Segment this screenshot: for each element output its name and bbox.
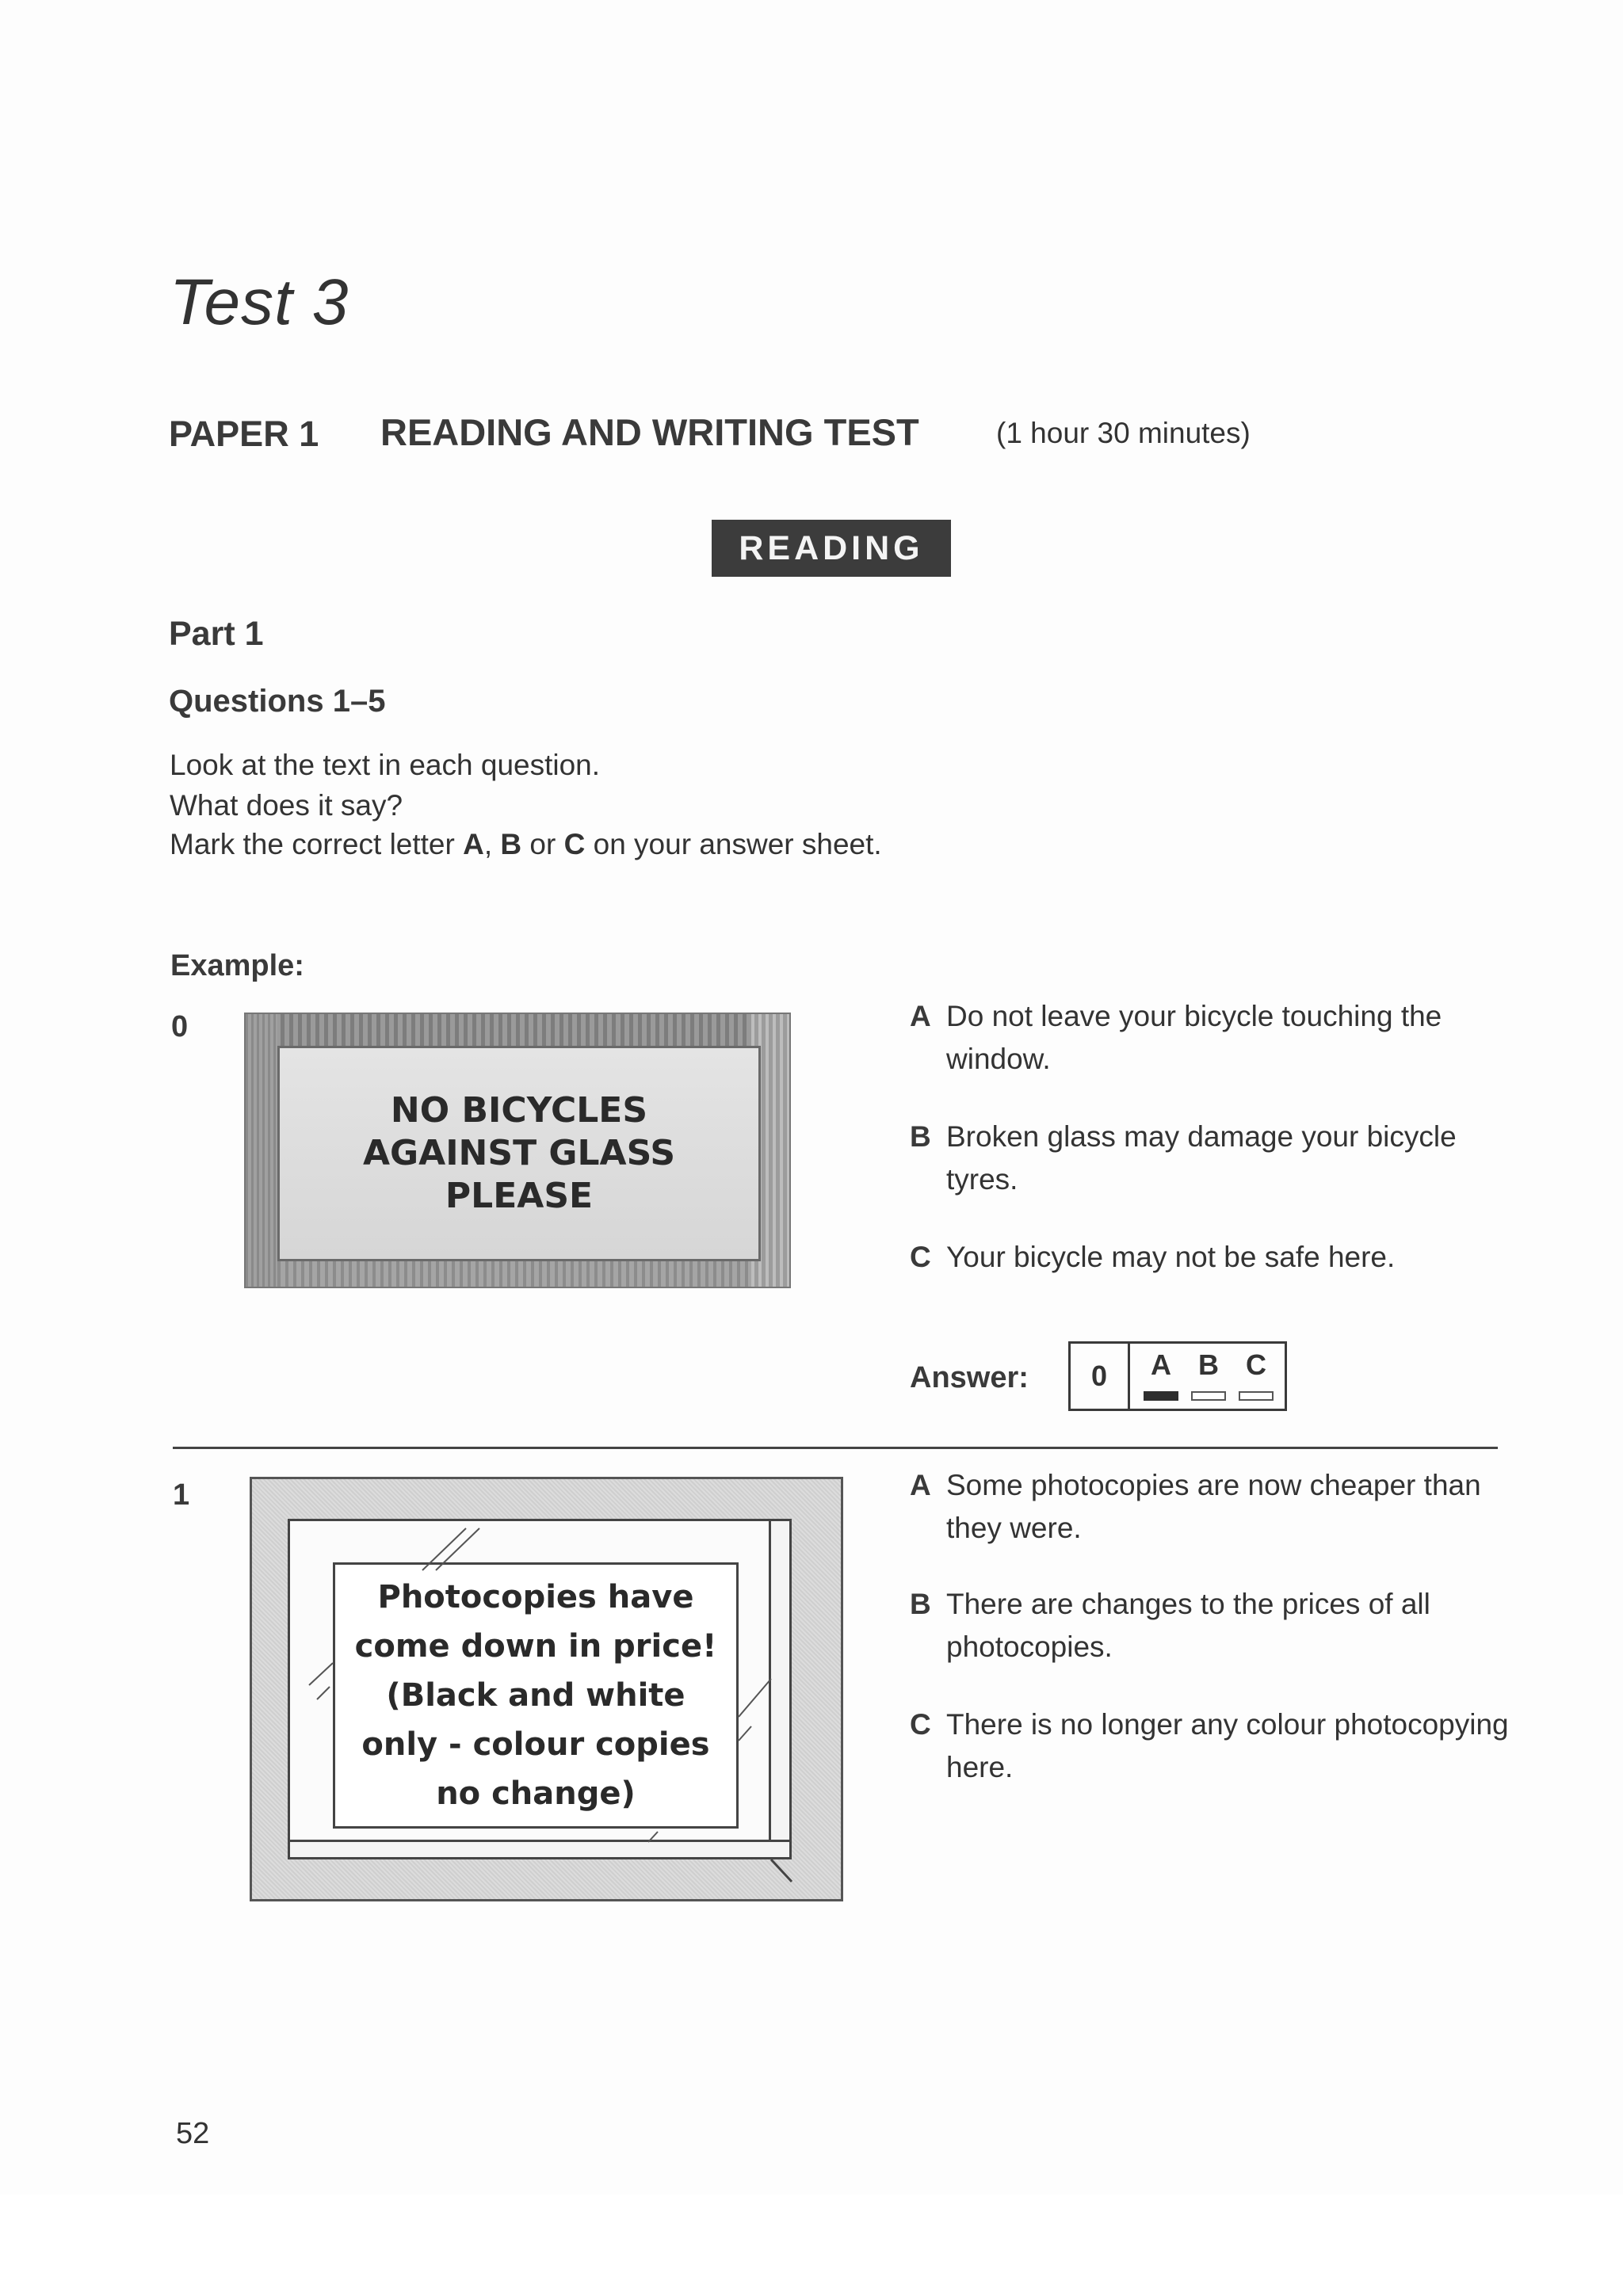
questions-heading: Questions 1–5 — [169, 684, 386, 719]
glass-reflection-marks — [252, 1479, 846, 1904]
sign-frame-texture — [246, 1258, 789, 1287]
answer-label: Answer: — [910, 1361, 1029, 1394]
sign-frame-texture — [246, 1014, 789, 1046]
example-option-b — [910, 1116, 1533, 1201]
option-text: There are changes to the prices of all photocopies. — [946, 1588, 1430, 1663]
answer-letter-a: A — [1151, 1348, 1171, 1381]
example-number: 0 — [171, 1010, 189, 1043]
answer-mark-c — [1239, 1391, 1274, 1401]
example-sign-image — [244, 1013, 791, 1288]
page-number: 52 — [176, 2117, 210, 2150]
question-1-sign-text: Photocopies have come down in price! (Black and white only - colour copies no change) — [354, 1579, 717, 1812]
question-1-number: 1 — [173, 1478, 190, 1512]
paper-number: PAPER 1 — [169, 414, 319, 454]
instruction-line-1: Look at the text in each question. — [170, 749, 601, 781]
example-sign-plate — [277, 1046, 761, 1261]
mark-line-prefix: Mark the correct letter — [170, 828, 464, 860]
mark-line-suffix: on your answer sheet. — [585, 828, 882, 860]
mark-line-letter-b: B — [500, 828, 522, 860]
test-title: Test 3 — [170, 266, 349, 338]
option-text: Your bicycle may not be safe here. — [946, 1241, 1396, 1273]
example-option-a — [910, 995, 1533, 1081]
mark-line-letter-c: C — [563, 828, 586, 860]
paper-duration: (1 hour 30 minutes) — [996, 417, 1251, 449]
answer-mark-a — [1144, 1391, 1178, 1401]
answer-letter-b: B — [1198, 1348, 1219, 1381]
example-sign-text: NO BICYCLES AGAINST GLASS PLEASE — [362, 1090, 676, 1216]
example-option-c — [910, 1236, 1533, 1279]
instruction-line-2: What does it say? — [170, 789, 403, 822]
answer-letter-c: C — [1246, 1348, 1266, 1381]
option-letter: B — [910, 1120, 931, 1153]
part-heading: Part 1 — [169, 615, 264, 653]
option-letter: A — [910, 1000, 931, 1032]
answer-grid — [1068, 1341, 1287, 1411]
example-label: Example: — [170, 949, 304, 982]
sign-frame-texture — [246, 1014, 277, 1287]
question-1-option-a — [910, 1464, 1533, 1550]
section-divider — [173, 1447, 1498, 1449]
page-bottom-margin — [0, 2195, 1623, 2296]
paper-title: READING AND WRITING TEST — [380, 411, 919, 453]
mark-line-sep-1: , — [483, 828, 501, 860]
option-text: There is no longer any colour photocopying here. — [946, 1708, 1509, 1783]
option-text: Do not leave your bicycle touching the window. — [946, 1000, 1442, 1075]
option-text: Some photocopies are now cheaper than they were. — [946, 1469, 1481, 1544]
option-letter: A — [910, 1469, 931, 1501]
section-badge: READING — [712, 520, 951, 577]
mark-line-letter-a: A — [463, 828, 484, 860]
option-text: Broken glass may damage your bicycle tyres. — [946, 1120, 1457, 1196]
instruction-mark-line — [170, 828, 882, 861]
question-1-sign-image — [250, 1477, 843, 1901]
option-letter: C — [910, 1708, 931, 1741]
answer-mark-b — [1191, 1391, 1226, 1401]
question-1-option-c — [910, 1703, 1533, 1789]
option-letter: B — [910, 1588, 931, 1620]
question-1-option-b — [910, 1583, 1533, 1669]
answer-question-number: 0 — [1071, 1344, 1130, 1409]
option-letter: C — [910, 1241, 931, 1273]
mark-line-sep-2: or — [521, 828, 564, 860]
